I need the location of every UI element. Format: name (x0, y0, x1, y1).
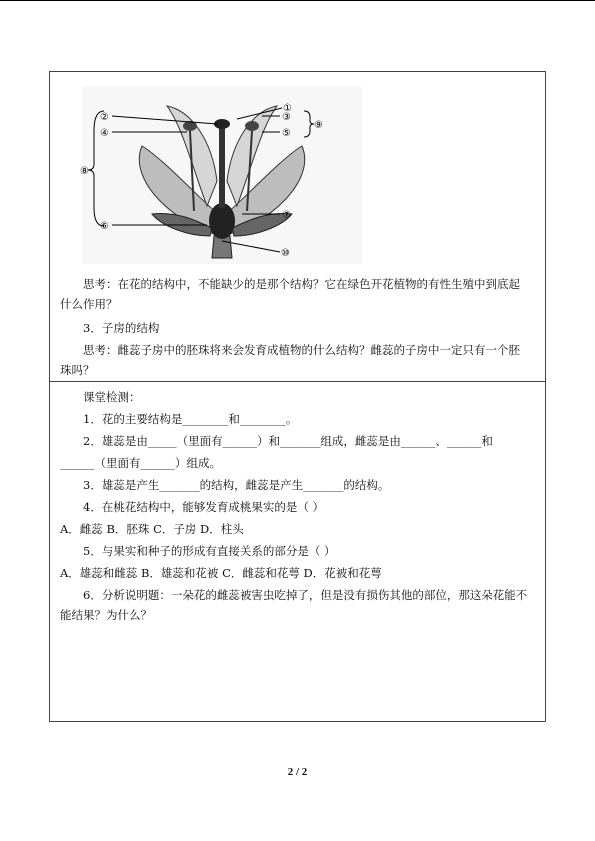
label-5: ⑤ (282, 128, 291, 139)
think-question-1-line-1: 思考：在花的结构中，不能缺少的是那个结构？它在绿色开花植物的有性生殖中到底起 (83, 277, 520, 291)
label-8: ⑧ (80, 166, 89, 177)
question-1: 1．花的主要结构是________和________。 (83, 412, 298, 426)
flower-stalk (212, 236, 232, 258)
label-4: ④ (100, 128, 109, 139)
question-4-options: A．雌蕊 B．胚珠 C．子房 D．柱头 (60, 522, 244, 536)
question-2-line-2: ______（里面有______）组成。 (60, 456, 221, 470)
question-3: 3．雄蕊是产生_______的结构，雌蕊是产生_______的结构。 (83, 478, 390, 492)
question-4: 4．在桃花结构中，能够发育成桃果实的是（ ） (83, 500, 324, 514)
question-5-options: A．雄蕊和雌蕊 B．雄蕊和花被 C．雌蕊和花萼 D．花被和花萼 (60, 566, 382, 580)
page-number: 2 / 2 (287, 766, 308, 778)
label-7: ⑦ (282, 210, 291, 221)
think-question-2-line-2: 珠吗？ (60, 363, 95, 377)
question-6-line-2: 能结果？为什么？ (60, 608, 152, 622)
table-row-divider (50, 381, 545, 382)
page-top-rule (0, 0, 595, 1)
worksheet-table (49, 71, 546, 722)
question-2-line-1: 2．雄蕊是由_____（里面有______）和_______组成，雌蕊是由______、______和 (83, 434, 493, 448)
think-question-2-line-1: 思考：雌蕊子房中的胚珠将来会发育成植物的什么结构？雌蕊的子房中一定只有一个胚 (83, 343, 520, 357)
label-10: ⑩ (281, 248, 290, 259)
label-3: ③ (282, 112, 291, 123)
label-6: ⑥ (100, 221, 109, 232)
question-6-line-1: 6．分析说明题：一朵花的雌蕊被害虫吃掉了，但是没有损伤其他的部位，那这朵花能不 (83, 588, 528, 602)
ovary (209, 203, 235, 239)
label-1: ① (283, 103, 292, 114)
think-question-1-line-2: 什么作用？ (60, 297, 118, 311)
question-5: 5．与果实和种子的形成有直接关系的部分是（ ） (83, 544, 336, 558)
style (219, 126, 225, 208)
label-2: ② (100, 112, 109, 123)
anther-right (245, 121, 259, 131)
class-test-title: 课堂检测： (83, 390, 141, 404)
label-9: ⑨ (314, 120, 323, 131)
ovary-structure-heading: 3．子房的结构 (83, 321, 160, 335)
flower-structure-diagram (82, 86, 362, 264)
